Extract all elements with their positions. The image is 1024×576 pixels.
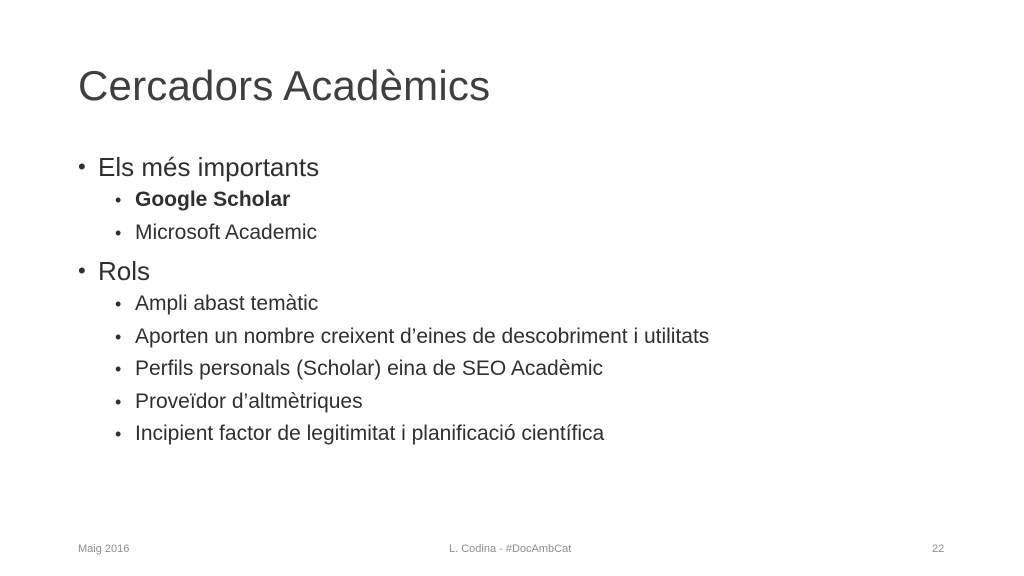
list-item <box>78 217 958 250</box>
bullet-icon: • <box>78 258 86 283</box>
list-item <box>78 321 958 354</box>
section-heading-roles <box>78 254 958 288</box>
list-item-text: Ampli abast temàtic <box>135 292 319 315</box>
section-heading-important <box>78 150 958 184</box>
section-label: Els més importants <box>98 152 320 182</box>
list-item-text: Perfils personals (Scholar) eina de SEO Acadèmic <box>135 357 604 380</box>
slide-title: Cercadors Acadèmics <box>78 62 491 109</box>
bullet-icon: • <box>115 391 122 412</box>
bullet-icon: • <box>78 154 86 179</box>
list-item <box>78 288 958 321</box>
list-item-text: Incipient factor de legitimitat i planificació científica <box>135 422 605 445</box>
slide-body <box>78 150 958 451</box>
list-item <box>78 386 958 419</box>
list-item-text: Google Scholar <box>135 188 291 211</box>
list-item <box>78 353 958 386</box>
bullet-icon: • <box>115 424 122 444</box>
footer-page-number: 22 <box>932 543 945 555</box>
bullet-icon: • <box>115 294 122 314</box>
section-label: Rols <box>98 256 151 286</box>
list-item <box>78 418 958 451</box>
list-item-text: Proveïdor d’altmètriques <box>135 389 363 413</box>
bullet-icon: • <box>115 190 122 210</box>
bullet-icon: • <box>115 326 122 347</box>
list-item <box>78 184 958 217</box>
bullet-icon: • <box>115 222 122 243</box>
footer-author: L. Codina - #DocAmbCat <box>449 543 572 555</box>
list-item-text: Aporten un nombre creixent d’eines de descobriment i utilitats <box>135 324 710 348</box>
bullet-icon: • <box>115 359 122 379</box>
footer-date: Maig 2016 <box>78 543 130 555</box>
list-item-text: Microsoft Academic <box>135 220 318 244</box>
